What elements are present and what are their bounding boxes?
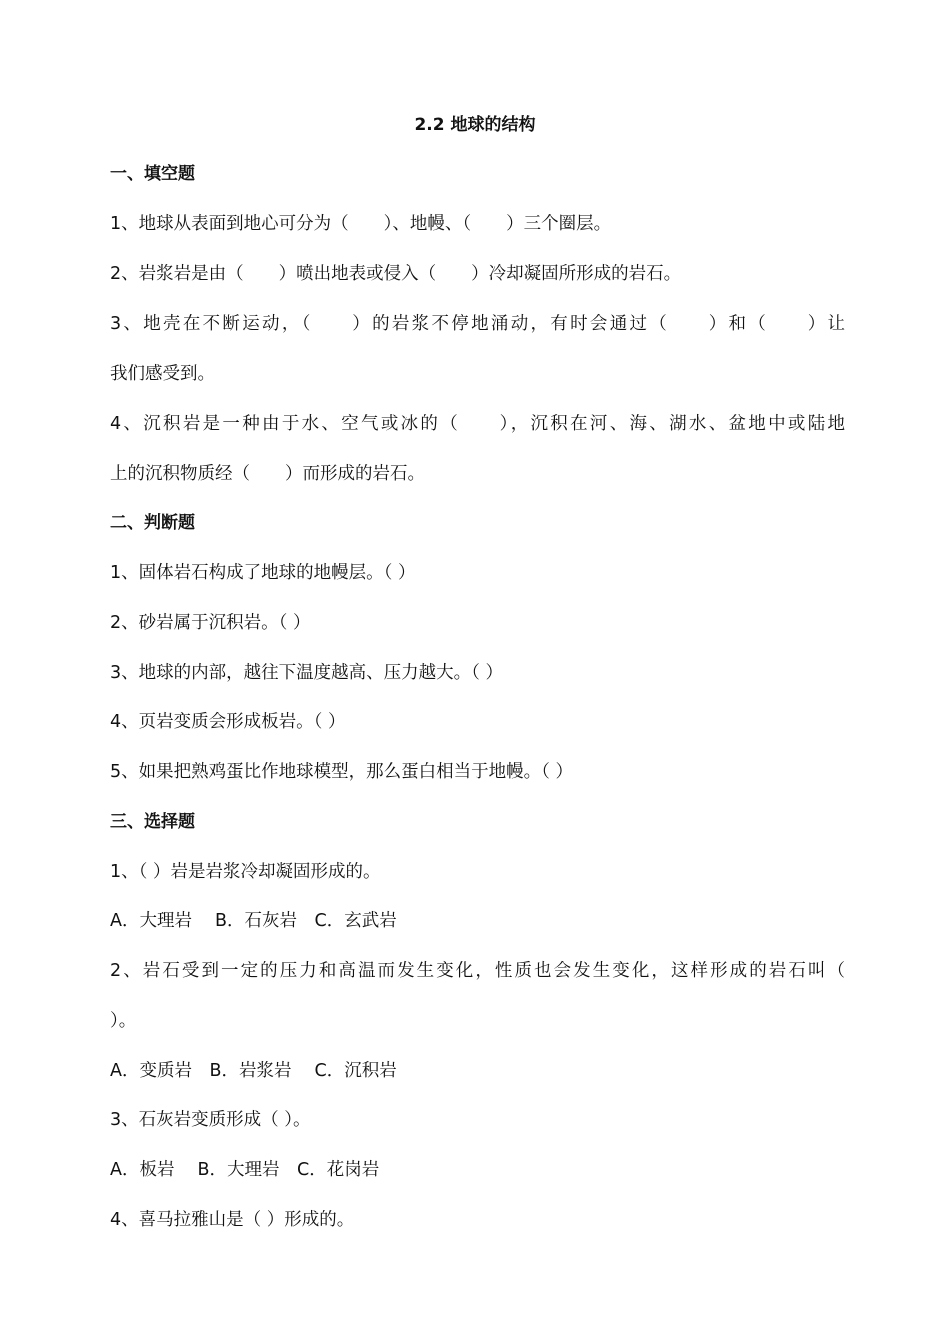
- section-heading-fill-blank: 一、填空题: [110, 164, 195, 184]
- choice-question-1: 1、（ ）岩是岩浆冷却凝固形成的。: [110, 862, 381, 882]
- section-heading-multiple-choice: 三、选择题: [110, 812, 195, 832]
- true-false-question-4: 4、页岩变质会形成板岩。（ ）: [110, 712, 346, 732]
- fill-blank-question-4-line-1: 4、沉积岩是一种由于水、空气或冰的（ ），沉积在河、海、湖水、盆地中或陆地: [110, 414, 845, 434]
- choice-question-2-line-2: ）。: [110, 1011, 137, 1031]
- choice-question-2-options: A．变质岩 B．岩浆岩 C．沉积岩: [110, 1061, 397, 1081]
- document-title: 2.2 地球的结构: [414, 115, 536, 135]
- true-false-question-3: 3、地球的内部，越往下温度越高、压力越大。（ ）: [110, 663, 503, 683]
- choice-question-4: 4、喜马拉雅山是（ ）形成的。: [110, 1210, 355, 1230]
- choice-question-2-line-1: 2、岩石受到一定的压力和高温而发生变化，性质也会发生变化，这样形成的岩石叫（: [110, 961, 845, 981]
- fill-blank-question-3-line-1: 3、地壳在不断运动，（ ）的岩浆不停地涌动，有时会通过（ ）和（ ）让: [110, 314, 845, 334]
- true-false-question-5: 5、如果把熟鸡蛋比作地球模型，那么蛋白相当于地幔。（ ）: [110, 762, 573, 782]
- true-false-question-1: 1、固体岩石构成了地球的地幔层。（ ）: [110, 563, 416, 583]
- choice-question-3-options: A．板岩 B．大理岩 C．花岗岩: [110, 1160, 380, 1180]
- fill-blank-question-3-line-2: 我们感受到。: [110, 364, 215, 384]
- section-heading-true-false: 二、判断题: [110, 513, 195, 533]
- fill-blank-question-4-line-2: 上的沉积物质经（ ）而形成的岩石。: [110, 464, 425, 484]
- choice-question-1-options: A．大理岩 B．石灰岩 C．玄武岩: [110, 911, 397, 931]
- fill-blank-question-1: 1、地球从表面到地心可分为（ ）、地幔、（ ）三个圈层。: [110, 214, 612, 234]
- fill-blank-question-2: 2、岩浆岩是由（ ）喷出地表或侵入（ ）冷却凝固所形成的岩石。: [110, 264, 682, 284]
- true-false-question-2: 2、砂岩属于沉积岩。（ ）: [110, 613, 311, 633]
- choice-question-3: 3、石灰岩变质形成（ ）。: [110, 1110, 311, 1130]
